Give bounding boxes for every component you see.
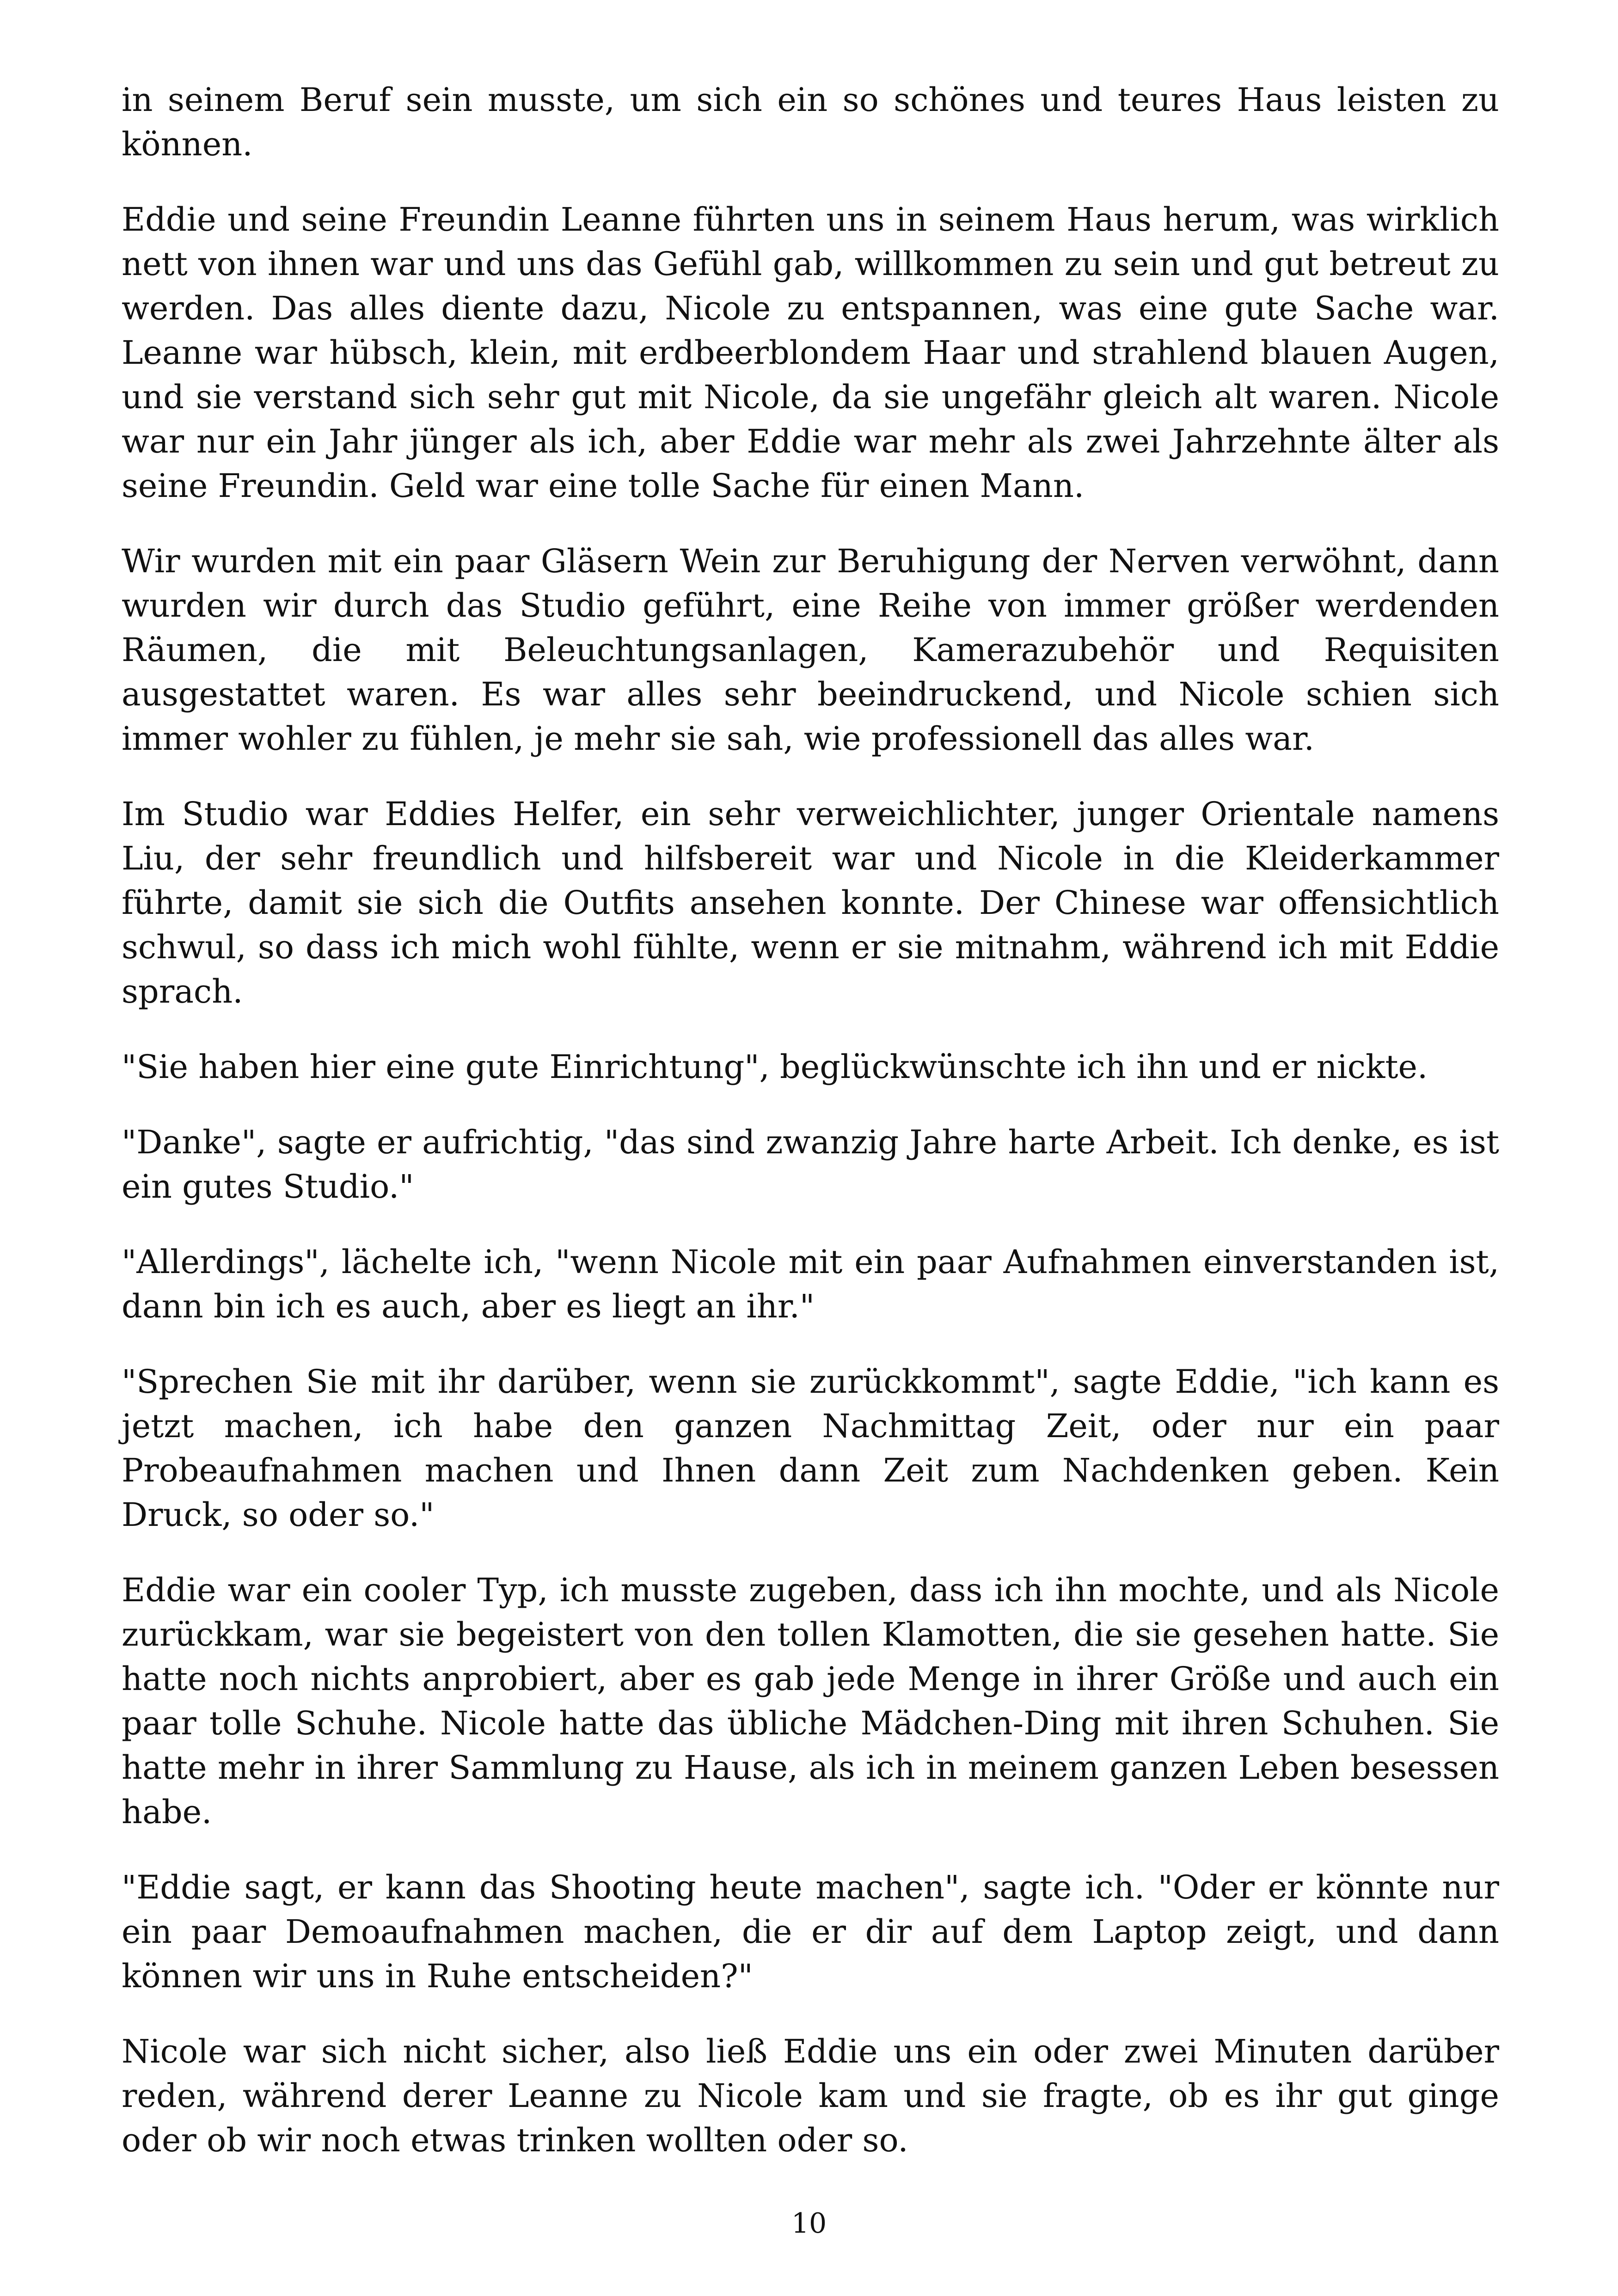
paragraph: "Sie haben hier eine gute Einrichtung", beglückwünschte ich ihn und er nickte.: [122, 1048, 1428, 1086]
paragraph: Nicole war sich nicht sicher, also ließ Eddie uns ein oder zwei Minuten darüber reden, während derer Leanne zu Nicole kam und sie fragte, ob es ihr gut ginge oder ob wir noch etwas trinken wollten oder so.: [122, 2033, 1499, 2159]
paragraph: Im Studio war Eddies Helfer, ein sehr verweichlichter, junger Orientale namens Liu, der sehr freundlich und hilfsbereit war und Nicole in die Kleiderkammer führte, damit sie sich die Outfits ansehen konnte. Der Chinese war offensichtlich schwul, so dass ich mich wohl fühlte, wenn er sie mitnahm, während ich mit Eddie sprach.: [122, 795, 1499, 1010]
page-body: [122, 78, 1499, 2193]
paragraph: in seinem Beruf sein musste, um sich ein so schönes und teures Haus leisten zu können.: [122, 81, 1499, 163]
page-number: 10: [791, 2207, 827, 2240]
paragraph: "Danke", sagte er aufrichtig, "das sind zwanzig Jahre harte Arbeit. Ich denke, es ist ein gutes Studio.": [122, 1123, 1499, 1206]
paragraph: "Sprechen Sie mit ihr darüber, wenn sie zurückkommt", sagte Eddie, "ich kann es jetzt machen, ich habe den ganzen Nachmittag Zeit, oder nur ein paar Probeaufnahmen machen und Ihnen dann Zeit zum Nachdenken geben. Kein Druck, so oder so.": [122, 1363, 1499, 1534]
paragraph: "Allerdings", lächelte ich, "wenn Nicole mit ein paar Aufnahmen einverstanden ist, dann bin ich es auch, aber es liegt an ihr.": [122, 1243, 1499, 1325]
paragraph: "Eddie sagt, er kann das Shooting heute machen", sagte ich. "Oder er könnte nur ein paar Demoaufnahmen machen, die er dir auf dem Laptop zeigt, und dann können wir uns in Ruhe entscheiden?": [122, 1868, 1499, 1995]
paragraph: Eddie und seine Freundin Leanne führten uns in seinem Haus herum, was wirklich nett von ihnen war und uns das Gefühl gab, willkommen zu sein und gut betreut zu werden. Das alles diente dazu, Nicole zu entspannen, was eine gute Sache war. Leanne war hübsch, klein, mit erdbeerblondem Haar und strahlend blauen Augen, und sie verstand sich sehr gut mit Nicole, da sie ungefähr gleich alt waren. Nicole war nur ein Jahr jünger als ich, aber Eddie war mehr als zwei Jahrzehnte älter als seine Freundin. Geld war eine tolle Sache für einen Mann.: [122, 201, 1499, 505]
paragraph: Eddie war ein cooler Typ, ich musste zugeben, dass ich ihn mochte, und als Nicole zurückkam, war sie begeistert von den tollen Klamotten, die sie gesehen hatte. Sie hatte noch nichts anprobiert, aber es gab jede Menge in ihrer Größe und auch ein paar tolle Schuhe. Nicole hatte das übliche Mädchen-Ding mit ihren Schuhen. Sie hatte mehr in ihrer Sammlung zu Hause, als ich in meinem ganzen Leben besessen habe.: [122, 1571, 1499, 1831]
paragraph: Wir wurden mit ein paar Gläsern Wein zur Beruhigung der Nerven verwöhnt, dann wurden wir durch das Studio geführt, eine Reihe von immer größer werdenden Räumen, die mit Beleuchtungsanlagen, Kamerazubehör und Requisiten ausgestattet waren. Es war alles sehr beeindruckend, und Nicole schien sich immer wohler zu fühlen, je mehr sie sah, wie professionell das alles war.: [122, 542, 1499, 758]
